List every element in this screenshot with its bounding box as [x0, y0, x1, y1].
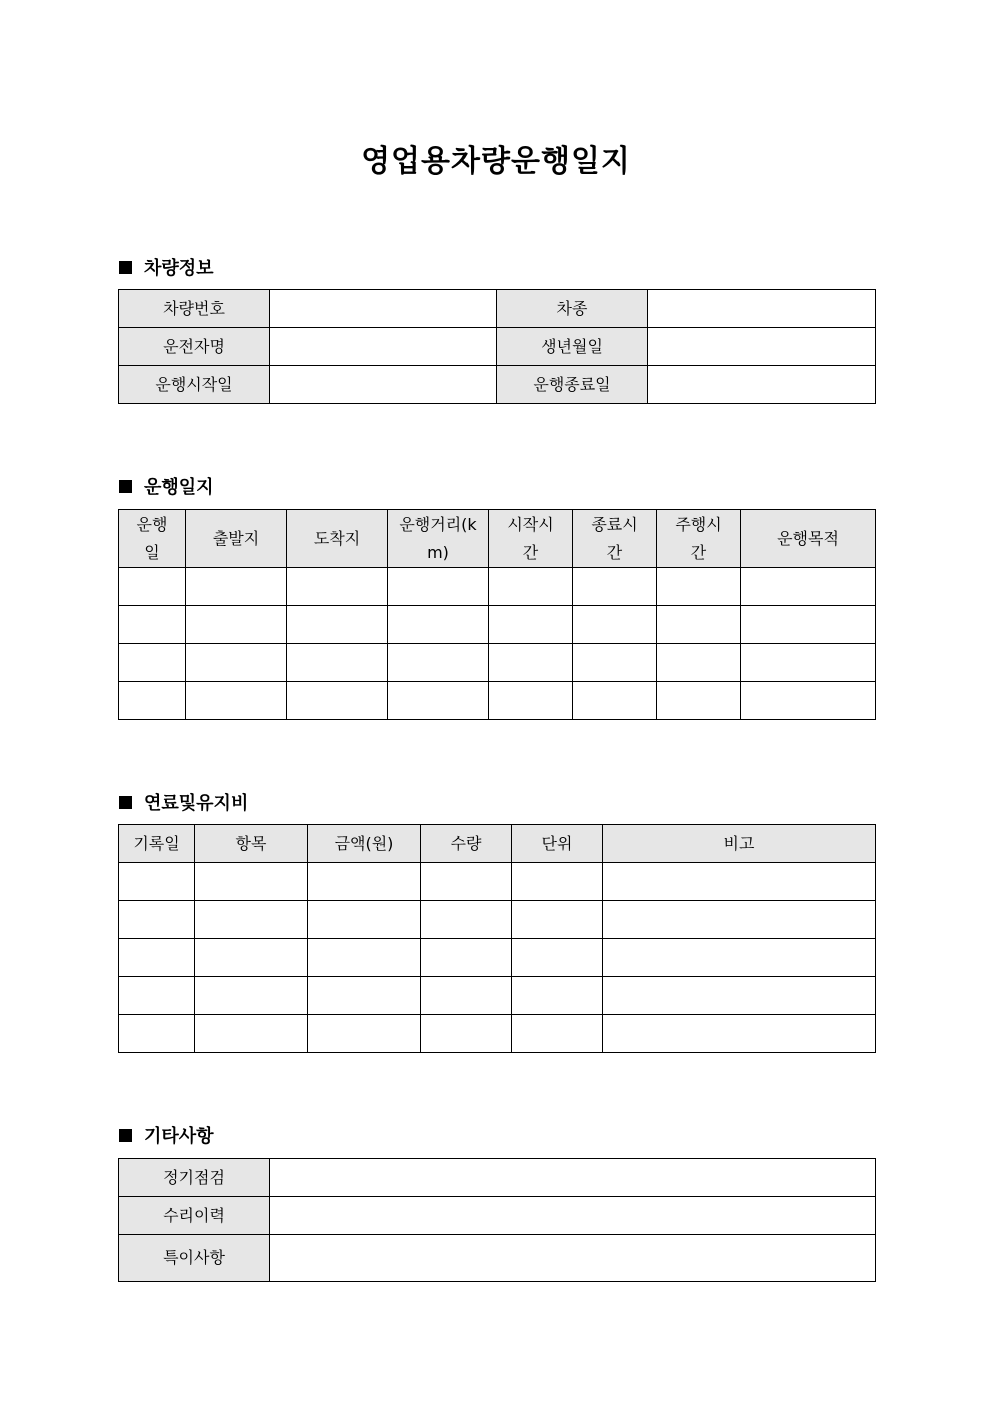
table-cell[interactable]	[195, 977, 308, 1015]
fuel-header-4: 단위	[512, 825, 603, 863]
field-driver-name[interactable]	[270, 328, 497, 366]
table-row	[119, 901, 876, 939]
table-cell[interactable]	[741, 682, 876, 720]
table-cell[interactable]	[388, 682, 489, 720]
log-header-6: 주행시 간	[657, 510, 741, 568]
table-cell[interactable]	[195, 1015, 308, 1053]
table-cell[interactable]	[119, 644, 186, 682]
field-vehicle-type[interactable]	[648, 290, 876, 328]
table-cell[interactable]	[119, 939, 195, 977]
table-cell[interactable]	[308, 1015, 421, 1053]
log-header-2: 도착지	[287, 510, 388, 568]
field-start-date[interactable]	[270, 366, 497, 404]
log-header-7: 운행목적	[741, 510, 876, 568]
table-cell[interactable]	[741, 606, 876, 644]
table-cell[interactable]	[388, 606, 489, 644]
table-row	[119, 644, 876, 682]
table-cell[interactable]	[512, 901, 603, 939]
table-row	[119, 939, 876, 977]
table-row	[119, 568, 876, 606]
table-cell[interactable]	[421, 863, 512, 901]
table-cell[interactable]	[489, 606, 573, 644]
vehicle-info-table	[118, 289, 876, 404]
table-cell[interactable]	[573, 606, 657, 644]
field-end-date[interactable]	[648, 366, 876, 404]
table-cell[interactable]	[489, 682, 573, 720]
table-row	[119, 606, 876, 644]
fuel-header-1: 항목	[195, 825, 308, 863]
square-bullet-icon	[119, 480, 132, 493]
table-cell[interactable]	[308, 977, 421, 1015]
square-bullet-icon	[119, 261, 132, 274]
section-heading-log	[119, 473, 214, 499]
table-row	[119, 863, 876, 901]
table-cell[interactable]	[512, 1015, 603, 1053]
table-cell[interactable]	[657, 568, 741, 606]
table-cell[interactable]	[657, 606, 741, 644]
label-vehicle-type: 차종	[497, 290, 648, 328]
table-cell[interactable]	[119, 901, 195, 939]
section-title: 기타사항	[144, 1126, 214, 1147]
table-cell[interactable]	[741, 644, 876, 682]
table-cell[interactable]	[421, 977, 512, 1015]
table-cell[interactable]	[603, 1015, 876, 1053]
table-cell[interactable]	[119, 606, 186, 644]
field-special-notes[interactable]	[270, 1235, 876, 1282]
log-header-4: 시작시 간	[489, 510, 573, 568]
page-title: 영업용차량운행일지	[361, 144, 631, 179]
table-cell[interactable]	[186, 644, 287, 682]
driving-log-table	[118, 509, 876, 720]
table-cell[interactable]	[119, 568, 186, 606]
fuel-header-0: 기록일	[119, 825, 195, 863]
table-cell[interactable]	[119, 977, 195, 1015]
table-cell[interactable]	[287, 682, 388, 720]
table-cell[interactable]	[603, 863, 876, 901]
table-cell[interactable]	[308, 901, 421, 939]
section-title: 연료및유지비	[144, 793, 249, 814]
table-cell[interactable]	[512, 863, 603, 901]
section-title: 운행일지	[144, 477, 214, 498]
table-cell[interactable]	[512, 977, 603, 1015]
table-cell[interactable]	[195, 939, 308, 977]
section-heading-vehicle	[119, 254, 214, 280]
field-repair-history[interactable]	[270, 1197, 876, 1235]
section-title: 차량정보	[144, 258, 214, 279]
fuel-header-3: 수량	[421, 825, 512, 863]
table-cell[interactable]	[119, 682, 186, 720]
table-cell[interactable]	[308, 863, 421, 901]
table-cell[interactable]	[287, 568, 388, 606]
table-cell[interactable]	[657, 682, 741, 720]
field-regular-inspection[interactable]	[270, 1159, 876, 1197]
field-birth-date[interactable]	[648, 328, 876, 366]
log-header-0: 운행 일	[119, 510, 186, 568]
table-row	[119, 1015, 876, 1053]
table-cell[interactable]	[657, 644, 741, 682]
table-cell[interactable]	[119, 1015, 195, 1053]
table-row	[119, 977, 876, 1015]
table-cell[interactable]	[603, 977, 876, 1015]
table-cell[interactable]	[741, 568, 876, 606]
log-header-5: 종료시 간	[573, 510, 657, 568]
label-start-date: 운행시작일	[119, 366, 270, 404]
fuel-header-2: 금액(원)	[308, 825, 421, 863]
table-cell[interactable]	[388, 568, 489, 606]
section-heading-fuel	[119, 789, 248, 815]
table-cell[interactable]	[573, 644, 657, 682]
table-cell[interactable]	[603, 939, 876, 977]
label-repair-history: 수리이력	[119, 1197, 270, 1235]
label-vehicle-number: 차량번호	[119, 290, 270, 328]
table-cell[interactable]	[603, 901, 876, 939]
table-cell[interactable]	[186, 568, 287, 606]
table-cell[interactable]	[573, 568, 657, 606]
label-end-date: 운행종료일	[497, 366, 648, 404]
table-cell[interactable]	[489, 568, 573, 606]
table-cell[interactable]	[421, 939, 512, 977]
table-cell[interactable]	[512, 939, 603, 977]
table-cell[interactable]	[421, 1015, 512, 1053]
square-bullet-icon	[119, 1129, 132, 1142]
table-cell[interactable]	[186, 606, 287, 644]
log-header-1: 출발지	[186, 510, 287, 568]
table-cell[interactable]	[573, 682, 657, 720]
table-cell[interactable]	[308, 939, 421, 977]
label-birth-date: 생년월일	[497, 328, 648, 366]
fuel-maintenance-table	[118, 824, 876, 1053]
table-cell[interactable]	[195, 863, 308, 901]
label-regular-inspection: 정기점검	[119, 1159, 270, 1197]
table-cell[interactable]	[186, 682, 287, 720]
label-special-notes: 특이사항	[119, 1235, 270, 1282]
section-heading-etc	[119, 1122, 214, 1148]
field-vehicle-number[interactable]	[270, 290, 497, 328]
table-cell[interactable]	[195, 901, 308, 939]
fuel-header-5: 비고	[603, 825, 876, 863]
label-driver-name: 운전자명	[119, 328, 270, 366]
log-header-3: 운행거리(k m)	[388, 510, 489, 568]
square-bullet-icon	[119, 796, 132, 809]
table-row	[119, 682, 876, 720]
table-cell[interactable]	[489, 644, 573, 682]
table-cell[interactable]	[287, 644, 388, 682]
etc-table	[118, 1158, 876, 1282]
table-cell[interactable]	[388, 644, 489, 682]
table-cell[interactable]	[119, 863, 195, 901]
table-cell[interactable]	[421, 901, 512, 939]
table-cell[interactable]	[287, 606, 388, 644]
